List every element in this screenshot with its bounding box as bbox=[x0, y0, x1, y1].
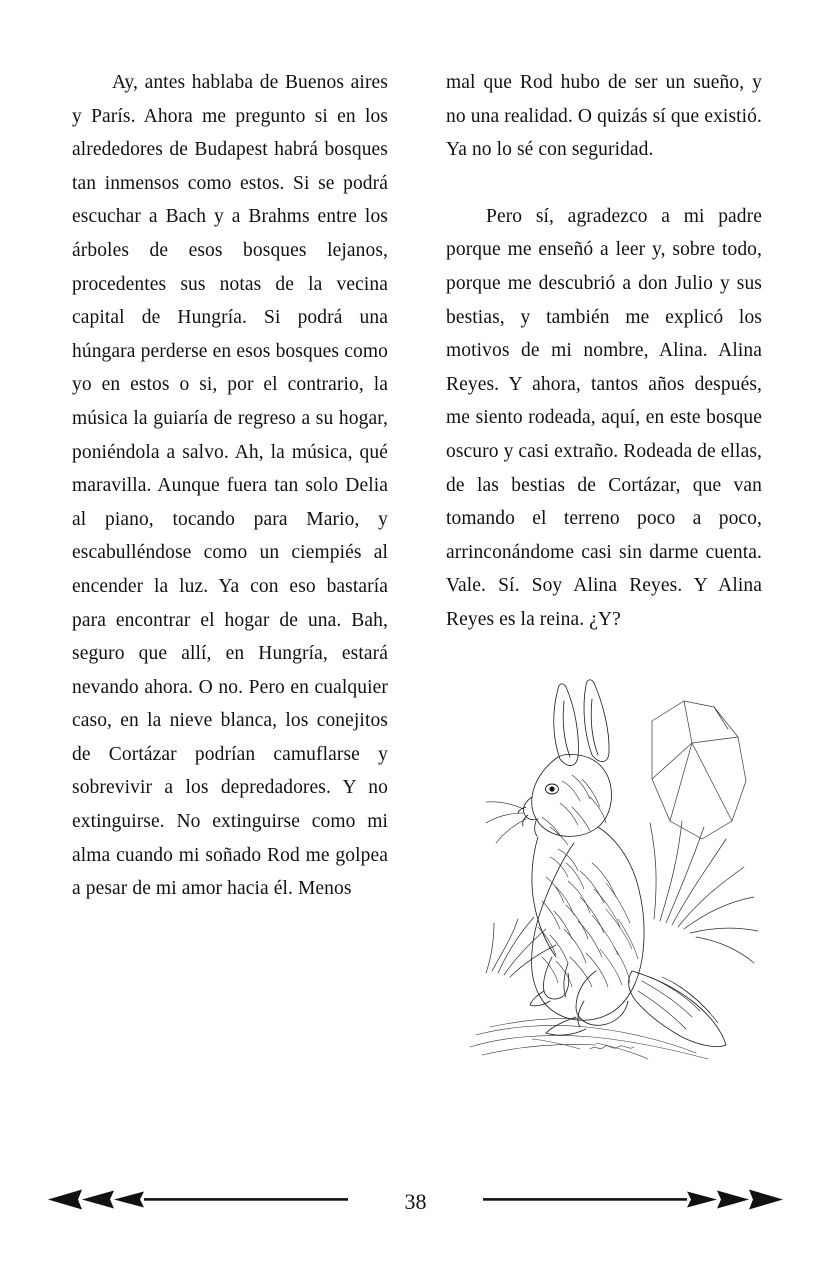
paragraph-text: Ay, antes hablaba de Buenos aires y París. Ahora me pregunto si en los alrededores de Budapest habrá bosques tan inmensos como estos. Si se podrá escuchar a Bach y a Brahms entre los árboles de esos bosques lejanos, procedentes sus notas de la vecina capital de Hungría. Si podrá una húngara perderse en esos bosques como yo en estos o si, por el contrario, la música la guiaría de regreso a su hogar, poniéndola a salvo. Ah, la música, qué maravilla. Aunque fuera tan solo Delia al piano, tocando para Mario, y escabulléndose como un ciempiés al encender la luz. Ya con eso bastaría para encontrar el hogar de una. Bah, seguro que allí, en Hungría, estará nevando ahora. O no. Pero en cualquier caso, en la nieve blanca, los conejitos de Cortázar podrían camuflarse y sobrevivir a los depredadores. Y no extinguirse. No extinguirse como mi alma cuando mi soñado Rod me golpea a pesar de mi amor hacia él. Menos bbox=[72, 72, 388, 900]
page-footer bbox=[0, 1182, 831, 1222]
paragraph bbox=[446, 200, 762, 637]
paragraph-text: Pero sí, agradezco a mi padre porque me enseñó a leer y, sobre todo, porque me descubrió a don Julio y sus bestias, y también me explicó los motivos de mi nombre, Alina. Alina Reyes. Y ahora, tantos años después, me siento rodeada, aquí, en este bosque oscuro y casi extraño. Rodeada de ellas, de las bestias de Cortázar, que van tomando el terreno poco a poco, arrinconándome casi sin darme cuenta. Vale. Sí. Soy Alina Reyes. Y Alina Reyes es la reina. ¿Y? bbox=[446, 205, 762, 630]
paragraph bbox=[446, 66, 762, 167]
left-column bbox=[72, 66, 388, 1061]
arrow-ornament-left bbox=[48, 1187, 348, 1218]
right-column bbox=[446, 66, 762, 1061]
arrow-ornament-right bbox=[483, 1187, 783, 1218]
text-columns bbox=[72, 66, 762, 1061]
page-number: 38 bbox=[391, 1191, 441, 1213]
rabbit-engraving-illustration bbox=[446, 671, 762, 1061]
paragraph bbox=[72, 66, 388, 906]
paragraph-text: mal que Rod hubo de ser un sueño, y no una realidad. O quizás sí que existió. Ya no lo sé con seguridad. bbox=[446, 72, 762, 161]
